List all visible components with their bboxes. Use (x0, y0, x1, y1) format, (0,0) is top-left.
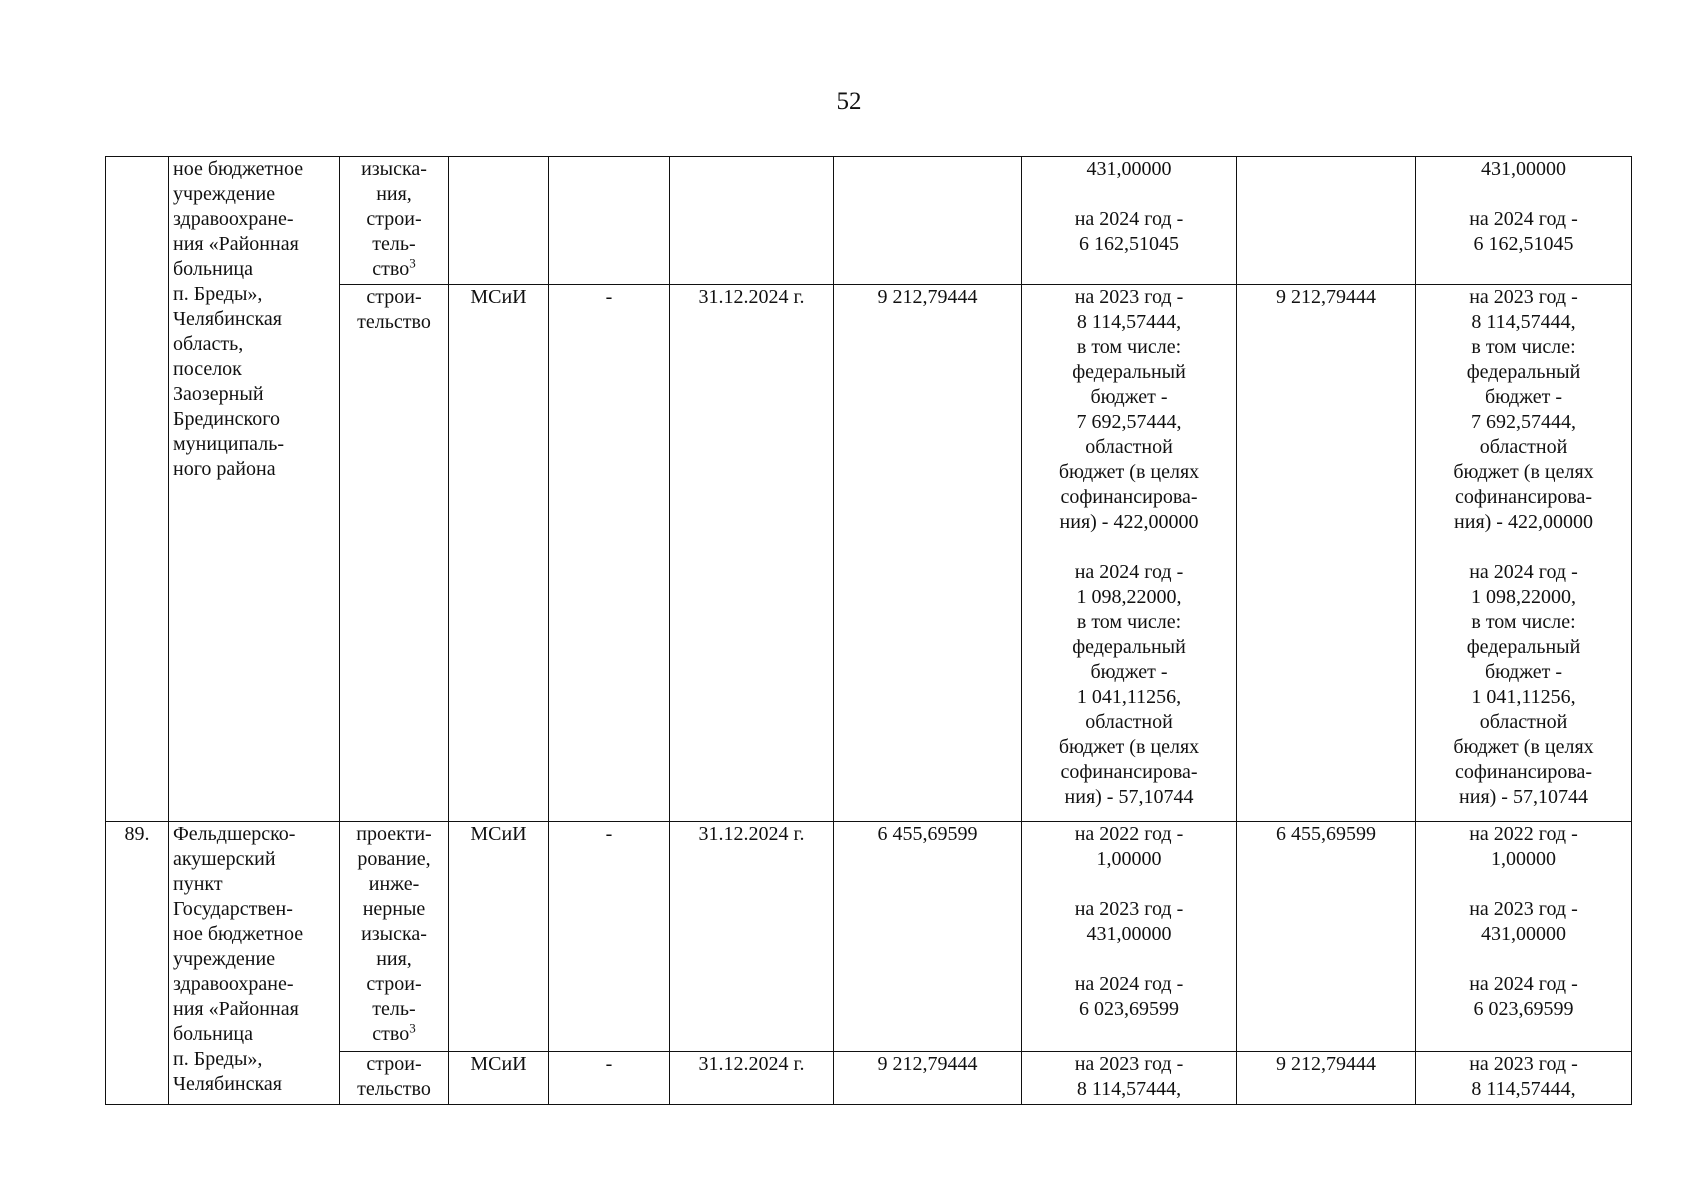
funding-text: на 2022 год - 1,00000 на 2023 год - 431,00000 на 2024 год - 6 023,69599 (1074, 823, 1184, 1020)
dash-cell (549, 1052, 670, 1105)
work-type-cell (340, 157, 449, 285)
budget-table (105, 156, 1632, 1105)
work-type: изыска- ния, строи- тель- ство (361, 158, 427, 280)
funding-text: 431,00000 на 2024 год - 6 162,51045 (1074, 158, 1184, 255)
estimated-cost: 9 212,79444 (877, 1053, 978, 1075)
funding-cell (1022, 1052, 1237, 1105)
object-name: ное бюджетное учреждение здравоохране- ния «Районная больница п. Бреды», Челябинская область, поселок Заозерный Брединского муниципаль- ного района (173, 158, 304, 480)
completion-date: 31.12.2024 г. (698, 286, 805, 308)
total-text: 431,00000 на 2024 год - 6 162,51045 (1469, 158, 1578, 255)
funding-cell (1022, 285, 1237, 822)
dash: - (605, 286, 613, 308)
limit-cell (1237, 1052, 1416, 1105)
customer: МСиИ (470, 286, 527, 308)
cost-cell (834, 285, 1022, 822)
customer-cell (449, 1052, 549, 1105)
work-type: строи- тельство (357, 286, 431, 333)
customer-cell (449, 822, 549, 1052)
cost-cell (834, 1052, 1022, 1105)
funding-text: на 2023 год - 8 114,57444, в том числе: федеральный бюджет - 7 692,57444, областной бюджет (в целях софинансирова- ния) - 422,00000 на 2024 год - 1 098,22000, в том числе: федеральный бюджет - 1 041,11256, областной бюджет (в целях софинансирова- ния) - 57,10744 (1058, 286, 1200, 808)
customer: МСиИ (470, 823, 527, 845)
date-cell (670, 157, 834, 285)
object-name: Фельдшерско- акушерский пункт Государствен- ное бюджетное учреждение здравоохране- ния «Районная больница п. Бреды», Челябинская (173, 823, 304, 1095)
dash: - (605, 1053, 613, 1075)
date-cell (670, 1052, 834, 1105)
funding-cell (1022, 157, 1237, 285)
row-number-cell (106, 822, 169, 1105)
work-type: строи- тельство (357, 1053, 431, 1100)
total-text: на 2023 год - 8 114,57444, (1469, 1053, 1578, 1100)
limit-value: 9 212,79444 (1276, 286, 1376, 308)
customer: МСиИ (470, 1053, 527, 1075)
work-type-cell (340, 1052, 449, 1105)
limit-cell (1237, 285, 1416, 822)
cost-cell (834, 157, 1022, 285)
table-row (106, 157, 1632, 285)
dash: - (605, 823, 613, 845)
funding-cell (1022, 822, 1237, 1052)
date-cell (670, 822, 834, 1052)
total-cell (1416, 285, 1632, 822)
page-number: 52 (836, 88, 862, 115)
footnote-mark: 3 (409, 1020, 416, 1036)
customer-cell (449, 157, 549, 285)
completion-date: 31.12.2024 г. (698, 1053, 805, 1075)
limit-value: 9 212,79444 (1276, 1053, 1376, 1075)
work-type-cell (340, 822, 449, 1052)
dash-cell (549, 822, 670, 1052)
total-cell (1416, 1052, 1632, 1105)
object-name-cell (169, 822, 340, 1105)
object-name-cell (169, 157, 340, 822)
limit-cell (1237, 157, 1416, 285)
funding-text: на 2023 год - 8 114,57444, (1074, 1053, 1184, 1100)
work-type-cell (340, 285, 449, 822)
row-number: 89. (124, 823, 150, 845)
completion-date: 31.12.2024 г. (698, 823, 805, 845)
dash-cell (549, 157, 670, 285)
cost-cell (834, 822, 1022, 1052)
row-number-cell (106, 157, 169, 822)
estimated-cost: 6 455,69599 (877, 823, 978, 845)
date-cell (670, 285, 834, 822)
dash-cell (549, 285, 670, 822)
work-type: проекти- рование, инже- нерные изыска- ния, строи- тель- ство (356, 823, 432, 1045)
total-cell (1416, 157, 1632, 285)
total-cell (1416, 822, 1632, 1052)
total-text: на 2023 год - 8 114,57444, в том числе: федеральный бюджет - 7 692,57444, областной бюджет (в целях софинансирова- ния) - 422,00000 на 2024 год - 1 098,22000, в том числе: федеральный бюджет - 1 041,11256, областной бюджет (в целях софинансирова- ния) - 57,10744 (1453, 286, 1594, 808)
footnote-mark: 3 (409, 255, 416, 271)
limit-value: 6 455,69599 (1276, 823, 1376, 845)
table-row (106, 822, 1632, 1052)
estimated-cost: 9 212,79444 (877, 286, 978, 308)
customer-cell (449, 285, 549, 822)
limit-cell (1237, 822, 1416, 1052)
total-text: на 2022 год - 1,00000 на 2023 год - 431,00000 на 2024 год - 6 023,69599 (1469, 823, 1578, 1020)
